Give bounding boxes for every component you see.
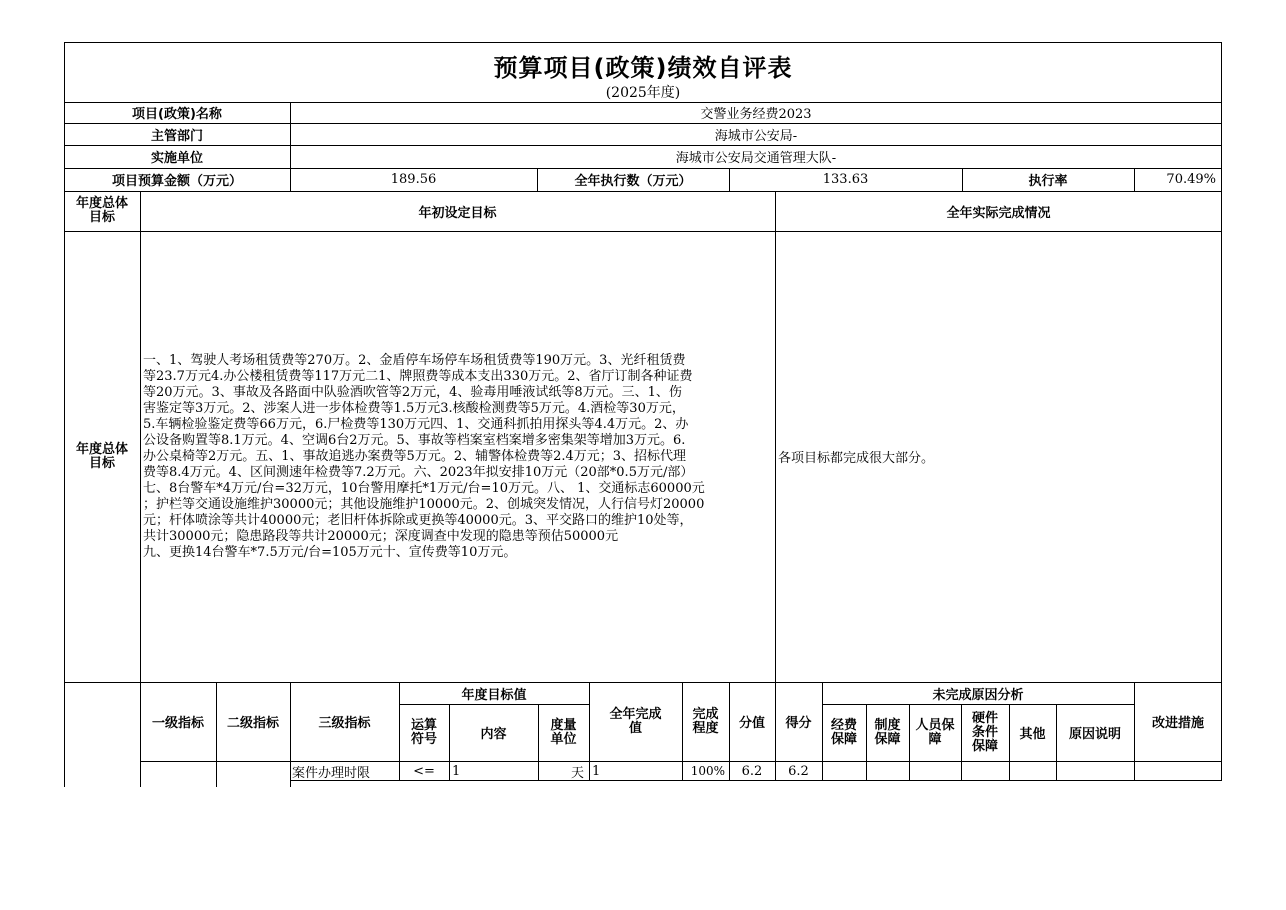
execution-rate-value: 70.49% [1166, 172, 1216, 187]
initial-goal-text: 一、1、驾驶人考场租赁费等270万。2、金盾停车场停车场租赁费等190万元。3、光纤租赁费 等23.7万元4.办公楼租赁费等117万元二1、牌照费等成本支出330万元。2、省厅订制各种证费 等20万元。3、事故及各路面中队验酒吹管等2万元，4、验毒用唾液试纸等8万元。三、1、伤 害鉴定等3万元。2、涉案人进一步体检费等1.5万元3.核酸检测费等5万元。4.酒检等30万元， 5.车辆检验鉴定费等66万元，6.尸检费等130万元四、1、交通科抓拍用探头等4.4万元。2、办 公设备购置等8.1万元。4、空调6台2万元。5、事故等档案室档案增多密集架等增加3万元。6. 办公桌椅等2万元。五、1、事故追逃办案费等5万元。2、辅警体检费等2.4万元；3、招标代理 费等8.4万元。4、区间测速年检费等7.2万元。六、2023年拟安排10万元（20部*0.5万元/部） 七、8台警车*4万元/台=32万元，10台警用摩托*1万元/台=10万元。八、 1、交通标志60000元 ；护栏等交通设施维护30000元；其他设施维护10000元。2、创城突发情况，人行信号灯20000 元；杆体喷涂等共计40000元；老旧杆体拆除或更换等40000元。3、平交路口的维护10处等， 共计30000元；隐患路段等共计20000元；深度调查中发现的隐患等预估50000元 九、更换14台警车*7.5万元/台=105万元十、宣传费等10万元。 [143, 352, 705, 560]
grid-line [64, 123, 1222, 124]
table-row-operator: <= [413, 763, 435, 779]
table-row-level3: 案件办理时限 [292, 765, 371, 781]
department-label: 主管部门 [150, 128, 203, 144]
level1-indicator-header: 一级指标 [151, 716, 204, 731]
annual-goal-row-label: 年度总体目标 [75, 441, 128, 471]
grid-line [775, 682, 776, 781]
grid-line [140, 682, 141, 787]
grid-line [822, 704, 1134, 705]
table-row-degree: 100% [690, 764, 725, 778]
budget-amount-label: 项目预算金额（万元） [111, 174, 242, 189]
incomplete-reason-analysis-header: 未完成原因分析 [932, 687, 1024, 703]
hardware-guarantee-header: 硬件条件保障 [971, 710, 998, 754]
implementing-unit-label: 实施单位 [150, 151, 203, 166]
table-row-improve [1134, 761, 1222, 781]
grid-line [64, 42, 65, 787]
completion-degree-header: 完成程度 [692, 706, 719, 736]
grid-line [682, 682, 683, 781]
implementing-unit-value: 海城市公安局交通管理大队- [675, 151, 837, 166]
actual-completion-text: 各项目标都完成很大部分。 [778, 451, 935, 466]
grid-line [399, 682, 400, 781]
table-row-content: 1 [452, 763, 461, 779]
table-row-personnel [909, 761, 961, 781]
table-row-system [866, 761, 909, 781]
grid-line [1221, 42, 1222, 781]
page-subtitle: (2025年度) [605, 85, 681, 101]
grid-line [1056, 704, 1057, 781]
system-guarantee-header: 制度保障 [874, 717, 901, 747]
grid-line [775, 191, 776, 682]
grid-line [64, 145, 1222, 146]
grid-line [822, 682, 823, 781]
annual-goal-section-label: 年度总体目标 [75, 196, 128, 225]
grid-line [962, 168, 963, 191]
operator-header: 运算符号 [411, 717, 438, 747]
grid-line [589, 682, 590, 781]
table-row-actual: 1 [592, 763, 601, 779]
grid-line [290, 102, 291, 191]
grid-line [1134, 682, 1135, 781]
table-row-level2 [216, 761, 290, 781]
reason-description-header: 原因说明 [1068, 727, 1121, 742]
actual-completion-header: 全年实际完成情况 [946, 205, 1051, 221]
table-row-hardware [961, 761, 1009, 781]
grid-line [449, 704, 450, 781]
table-row-unit: 天 [570, 765, 584, 781]
project-name-label: 项目(政策)名称 [132, 107, 222, 122]
score-header: 得分 [785, 716, 812, 731]
funding-guarantee-header: 经费保障 [830, 717, 857, 747]
project-name-value: 交警业务经费2023 [700, 107, 812, 122]
table-row-score-value: 6.2 [741, 763, 763, 779]
level2-indicator-header: 二级指标 [226, 716, 279, 731]
execution-rate-label: 执行率 [1028, 174, 1068, 189]
table-row-level1 [140, 761, 216, 781]
executed-amount-label: 全年执行数（万元） [574, 174, 692, 189]
grid-line [866, 704, 867, 781]
grid-line [961, 704, 962, 781]
level3-indicator-header: 三级指标 [318, 716, 371, 731]
other-reason-header: 其他 [1019, 727, 1046, 742]
grid-line [729, 168, 730, 191]
table-row-other [1009, 761, 1056, 781]
grid-line [216, 682, 217, 787]
grid-line [64, 102, 1222, 103]
budget-amount-value: 189.56 [390, 172, 437, 187]
grid-line [1134, 168, 1135, 191]
grid-line [290, 780, 1222, 781]
score-value-header: 分值 [738, 716, 765, 731]
executed-amount-value: 133.63 [822, 172, 869, 187]
actual-value-header: 全年完成值 [609, 706, 662, 736]
annual-target-header: 年度目标值 [461, 687, 527, 703]
grid-line [729, 682, 730, 781]
grid-line [399, 704, 589, 705]
grid-line [140, 191, 141, 682]
content-header: 内容 [480, 727, 507, 742]
initial-goal-header: 年初设定目标 [418, 205, 497, 221]
grid-line [538, 704, 539, 781]
grid-line [1009, 704, 1010, 781]
improvement-measures-header: 改进措施 [1151, 716, 1204, 731]
grid-line [290, 682, 291, 787]
table-row-reason [1056, 761, 1134, 781]
unit-header: 度量单位 [550, 717, 577, 747]
personnel-guarantee-header: 人员保障 [915, 717, 955, 747]
grid-line [64, 682, 1222, 683]
grid-line [64, 168, 1222, 169]
grid-line [537, 168, 538, 191]
grid-line [909, 704, 910, 781]
grid-line [140, 761, 1222, 762]
table-row-score: 6.2 [788, 763, 809, 779]
grid-line [64, 191, 1222, 192]
department-value: 海城市公安局- [714, 128, 798, 144]
table-row-funding [822, 761, 866, 781]
grid-line [64, 42, 1222, 43]
page-title: 预算项目(政策)绩效自评表 [493, 53, 793, 82]
grid-line [64, 231, 1222, 232]
